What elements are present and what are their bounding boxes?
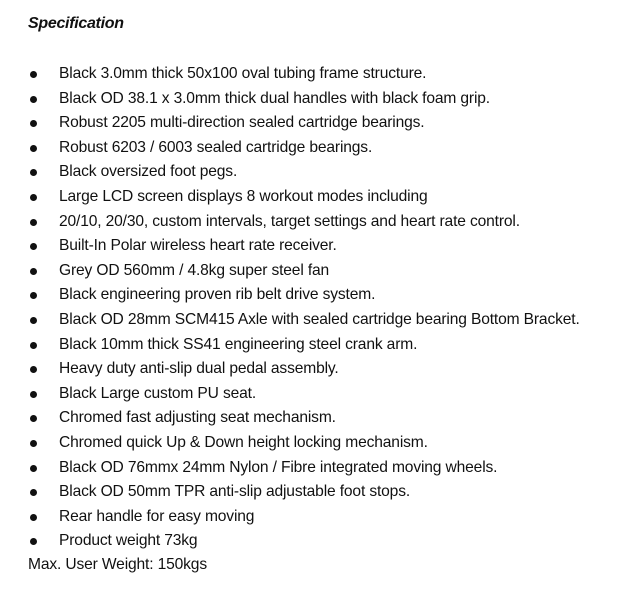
bullet-icon	[30, 243, 37, 250]
list-item-text: Black OD 28mm SCM415 Axle with sealed cartridge bearing Bottom Bracket.	[59, 310, 580, 328]
list-item-text: Chromed quick Up & Down height locking mechanism.	[59, 433, 428, 451]
bullet-icon	[30, 268, 37, 275]
bullet-icon	[30, 219, 37, 226]
list-item-text: Heavy duty anti-slip dual pedal assembly.	[59, 360, 339, 378]
list-item-text: Chromed fast adjusting seat mechanism.	[59, 409, 336, 427]
bullet-icon	[30, 440, 37, 447]
list-item-text: Robust 6203 / 6003 sealed cartridge bearings.	[59, 138, 373, 156]
list-item-text: Built-In Polar wireless heart rate receiver.	[59, 237, 337, 255]
bullet-icon	[30, 342, 37, 349]
list-item-text: Rear handle for easy moving	[59, 507, 255, 525]
bullet-icon	[30, 169, 37, 176]
list-item-text: Black Large custom PU seat.	[59, 384, 257, 402]
max-user-weight-note: Max. User Weight: 150kgs	[28, 556, 207, 573]
list-item-text: Grey OD 560mm / 4.8kg super steel fan	[59, 261, 330, 279]
list-item-text: Black 10mm thick SS41 engineering steel crank arm.	[59, 335, 418, 353]
bullet-icon	[30, 514, 37, 521]
bullet-icon	[30, 145, 37, 152]
page-title: Specification	[28, 15, 124, 32]
bullet-icon	[30, 292, 37, 299]
list-item-text: Black OD 38.1 x 3.0mm thick dual handles with black foam grip.	[59, 89, 490, 107]
list-item-text: Black oversized foot pegs.	[59, 163, 238, 181]
bullet-icon	[30, 120, 37, 127]
bullet-icon	[30, 317, 37, 324]
list-item-text: Black engineering proven rib belt drive system.	[59, 286, 376, 304]
list-item-text: Robust 2205 multi-direction sealed cartridge bearings.	[59, 114, 425, 132]
bullet-icon	[30, 96, 37, 103]
bullet-icon	[30, 538, 37, 545]
bullet-icon	[30, 391, 37, 398]
bullet-icon	[30, 366, 37, 373]
list-item-text: Product weight 73kg	[59, 532, 198, 550]
list-item-text: Black OD 76mmx 24mm Nylon / Fibre integrated moving wheels.	[59, 458, 498, 476]
list-item-text: Black 3.0mm thick 50x100 oval tubing frame structure.	[59, 65, 427, 82]
bullet-icon	[30, 465, 37, 472]
bullet-icon	[30, 194, 37, 201]
list-item-text: Black OD 50mm TPR anti-slip adjustable foot stops.	[59, 483, 411, 501]
list-item-text: Large LCD screen displays 8 workout modes including	[59, 187, 428, 205]
bullet-icon	[30, 71, 37, 78]
list-item-text: 20/10, 20/30, custom intervals, target settings and heart rate control.	[59, 212, 520, 230]
bullet-icon	[30, 415, 37, 422]
bullet-icon	[30, 489, 37, 496]
